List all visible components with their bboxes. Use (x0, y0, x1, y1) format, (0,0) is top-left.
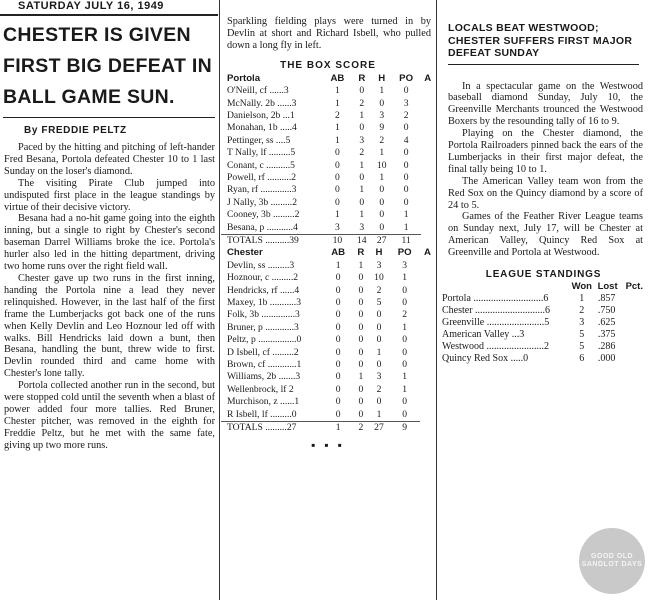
box-row (221, 122, 435, 134)
stat-cell: 0 (358, 297, 364, 309)
stat-cell: 0 (335, 196, 340, 208)
player-cell: Monahan, 1b .....4 (227, 122, 297, 134)
box-header-cell: H (378, 72, 386, 84)
column-right (438, 0, 649, 600)
team-cell: Quincy Red Sox .....0 (442, 353, 529, 365)
player-cell: Danielson, 2b ...1 (227, 109, 295, 121)
stat-cell: 3 (359, 221, 365, 233)
stat-cell: 2 (402, 309, 408, 321)
stat-cell: 0 (403, 85, 409, 97)
stat-cell: 0 (376, 309, 382, 321)
stat-cell: 0 (379, 97, 385, 109)
stat-cell: 0 (376, 396, 382, 408)
stat-cell: 1 (359, 109, 365, 121)
team-cell: Chester ............................6 (442, 305, 551, 317)
stat-cell: 1 (402, 383, 408, 395)
box-row (221, 272, 435, 284)
box-row (221, 334, 435, 346)
box-header-cell: PO (399, 72, 414, 84)
stat-cell: 2 (359, 97, 365, 109)
stat-cell: 0 (403, 122, 409, 134)
paragraph: Playing on the Chester diamond, the Portola Railroaders pinned back the ears of the Lumberjacks in their first major defeat, the final tally being 10 to 1. (448, 128, 643, 175)
box-row (221, 297, 435, 309)
stat-cell: 0 (379, 209, 385, 221)
player-cell: Powell, rf ..........2 (227, 171, 297, 183)
box-row (221, 359, 435, 371)
paragraph: In a spectacular game on the Westwood baseball diamond Sunday, July 10, the Greenville Merchants trounced the Westwood Boxers by the resounding tally of 16 to 9. (448, 80, 643, 128)
player-cell: Devlin, ss .........3 (227, 259, 295, 271)
stat-cell: 0 (402, 284, 408, 296)
player-cell: Bruner, p ............3 (227, 321, 299, 333)
stat-cell: 2 (403, 109, 409, 121)
stat-cell: 0 (335, 272, 341, 284)
stat-cell: 0 (358, 334, 364, 346)
standings-header-cell (438, 281, 570, 293)
box-header-cell: R (358, 72, 366, 84)
paragraph: Portola collected another run in the second, but were stopped cold until the seventh when a blast of power added four more tallies. Red Bruner, Chester pitcher, was removed in the eighth for Freddie Peltz, but he met with the same fate, giving up two more runs. (4, 380, 215, 451)
box-row (221, 160, 435, 172)
stat-cell: 1 (379, 171, 385, 183)
box-row (221, 371, 435, 383)
standings-header-cell: Lost (597, 281, 618, 293)
stat-cell: 1 (335, 134, 340, 146)
paragraph: The American Valley team won from the Red Sox on the Quincy diamond by a score of 24 to 5. (448, 175, 643, 211)
stat-cell: 1 (335, 259, 341, 271)
watermark-seal (579, 528, 645, 594)
stat-cell: 0 (379, 196, 385, 208)
column-middle (221, 0, 435, 600)
headline-locals-beat-westwood: LOCALS BEAT WESTWOOD; CHESTER SUFFERS FIRST MAJOR DEFEAT SUNDAY (448, 22, 639, 65)
standings-title: LEAGUE STANDINGS (485, 269, 602, 281)
box-totals-row (221, 422, 435, 435)
player-cell: Maxey, 1b ...........3 (227, 297, 301, 309)
stat-cell: 1 (335, 122, 340, 134)
player-cell: T Nally, lf .........5 (227, 147, 296, 159)
box-header-row (221, 247, 435, 259)
team-cell: Westwood .......................2 (442, 341, 549, 353)
box-header-cell: AB (331, 247, 346, 259)
player-cell: Murchison, z ......1 (227, 396, 300, 408)
stat-cell: 2 (376, 383, 382, 395)
player-cell: Folk, 3b ..............3 (227, 309, 300, 321)
stat-cell: 0 (358, 408, 364, 420)
player-cell: R Isbell, lf .........0 (227, 408, 297, 420)
stat-cell: 3 (376, 259, 382, 271)
stat-cell: 0 (403, 196, 409, 208)
standings-row (438, 293, 649, 305)
stat-cell: 10 (374, 272, 384, 284)
stat-cell: 0 (379, 184, 385, 196)
stat-cell: 9 (379, 122, 385, 134)
stat-cell: 1 (402, 321, 408, 333)
standings-table (438, 281, 649, 365)
stat-cell: 1 (376, 346, 382, 358)
standings-cell: 2 (579, 305, 585, 317)
player-cell: Besana, p ...........4 (227, 221, 298, 233)
box-score-title: THE BOX SCORE (280, 59, 376, 71)
stat-cell: 0 (402, 297, 408, 309)
standings-row (438, 305, 649, 317)
totals-cell: 11 (392, 235, 421, 248)
box-row (221, 222, 435, 235)
player-cell: Conant, c ..........5 (227, 159, 295, 171)
stat-cell: 0 (358, 321, 364, 333)
stat-cell: 3 (359, 134, 365, 146)
stat-cell: 0 (335, 297, 341, 309)
box-header-cell: AB (330, 72, 345, 84)
box-row (221, 147, 435, 159)
stat-cell: 0 (358, 284, 364, 296)
stat-cell: 2 (359, 147, 365, 159)
stat-cell: 1 (402, 272, 408, 284)
box-header-cell: H (375, 247, 383, 259)
stat-cell: 1 (402, 371, 408, 383)
stat-cell: 0 (403, 184, 409, 196)
stat-cell: 0 (358, 383, 364, 395)
stat-cell: 0 (402, 346, 408, 358)
watermark-text: GOOD OLD SANDLOT DAYS (581, 553, 643, 568)
stat-cell: 3 (402, 259, 408, 271)
stat-cell: 0 (335, 171, 340, 183)
box-row (221, 285, 435, 297)
stat-cell: 3 (335, 221, 340, 233)
player-cell: Ryan, rf .............3 (227, 184, 297, 196)
stat-cell: 0 (335, 383, 341, 395)
box-totals-row (221, 235, 435, 248)
standings-cell: .000 (597, 353, 616, 365)
totals-cell: 27 (368, 422, 389, 435)
stat-cell: 2 (335, 109, 340, 121)
standings-cell: .286 (597, 341, 616, 353)
totals-cell: 10 (323, 235, 352, 248)
box-row (221, 209, 435, 221)
standings-header-cell: Pct. (625, 281, 643, 293)
player-cell: Pettinger, ss ....5 (227, 134, 291, 146)
standings-row (438, 329, 649, 341)
paragraph: Chester gave up two runs in the first inning, handing the Portola nine a lead they never relinquished. However, in the last half of the first frame the Lumberjacks got back one of the runs when Kelly Devlin and Leo Hoznour led off with walks. Bill Hendricks laid down a bunt, then Besana, handling the bunt, threw wide to first. Devlin rounded third and came home with Chester's lone tally. (4, 272, 215, 380)
stat-cell: 3 (403, 97, 409, 109)
team-cell: American Valley ...3 (442, 329, 525, 341)
team-cell: Greenville .......................5 (442, 317, 550, 329)
standings-row (438, 341, 649, 353)
box-row (221, 347, 435, 359)
box-score-portola (221, 73, 435, 248)
stat-cell: 0 (359, 171, 365, 183)
player-cell: D Isbell, cf .........2 (227, 346, 299, 358)
box-row (221, 409, 435, 422)
standings-cell: 3 (579, 317, 585, 329)
player-cell: Brown, cf ............1 (227, 359, 302, 371)
stat-cell: 0 (335, 334, 341, 346)
stat-cell: 0 (335, 321, 341, 333)
standings-cell: 1 (579, 293, 585, 305)
stat-cell: 1 (376, 408, 382, 420)
stat-cell: 1 (335, 97, 340, 109)
box-row (221, 260, 435, 272)
column-rule (436, 0, 437, 600)
stat-cell: 1 (358, 371, 364, 383)
stat-cell: 0 (403, 147, 409, 159)
player-cell: J Nally, 3b .........2 (227, 196, 297, 208)
stat-cell: 0 (376, 359, 382, 371)
section-separator: ▪ ▪ ▪ (311, 437, 345, 452)
stat-cell: 3 (376, 371, 382, 383)
box-row (221, 110, 435, 122)
stat-cell: 1 (335, 85, 340, 97)
box-row (221, 85, 435, 97)
paragraph: Games of the Feather River League teams on Sunday next, July 17, will be Chester at American Valley, Quincy Red Sox at Greenville and Portola at Westwood. (448, 211, 643, 259)
totals-label: TOTALS ..........39 (221, 235, 323, 248)
stat-cell: 0 (379, 221, 385, 233)
stat-cell: 0 (403, 171, 409, 183)
stat-cell: 2 (376, 284, 382, 296)
stat-cell: 2 (379, 134, 385, 146)
box-header-cell: Portola (227, 72, 261, 84)
box-row (221, 384, 435, 396)
stat-cell: 0 (335, 159, 340, 171)
headline-chester-defeat: CHESTER IS GIVEN FIRST BIG DEFEAT IN BALL GAME SUN. (3, 20, 215, 118)
paragraph: Besana had a no-hit game going into the eighth inning, but a single to right by Chester's second baseman Darrel Williams broke the ice. Portola's hurler also led in the hitting department, driving two home runs over the right field wall. (4, 213, 215, 273)
box-header-cell: PO (397, 247, 412, 259)
totals-cell: 2 (353, 422, 368, 435)
box-header-cell: R (357, 247, 365, 259)
box-row (221, 172, 435, 184)
player-cell: McNally. 2b ......3 (227, 97, 297, 109)
player-cell: Hoznour, c .........2 (227, 272, 299, 284)
stat-cell: 1 (379, 85, 385, 97)
box-row (221, 184, 435, 196)
stat-cell: 0 (376, 321, 382, 333)
box-header-cell: Chester (227, 247, 263, 259)
box-header-cell: A (424, 72, 432, 84)
stat-cell: 0 (358, 396, 364, 408)
box-row (221, 396, 435, 408)
stat-cell: 0 (335, 309, 341, 321)
stat-cell: 0 (358, 359, 364, 371)
box-header-cell: A (423, 247, 431, 259)
stat-cell: 0 (358, 309, 364, 321)
stat-cell: 1 (403, 221, 409, 233)
stat-cell: 0 (402, 334, 408, 346)
stat-cell: 0 (358, 272, 364, 284)
stat-cell: 0 (402, 408, 408, 420)
paragraph: The visiting Pirate Club jumped into undisputed first place in the league standings by virtue of their decisive victory. (4, 177, 215, 213)
stat-cell: 4 (403, 134, 409, 146)
stat-cell: 1 (403, 209, 409, 221)
box-row (221, 98, 435, 110)
player-cell: Cooney, 3b .........2 (227, 209, 300, 221)
stat-cell: 0 (359, 122, 365, 134)
stat-cell: 1 (358, 259, 364, 271)
standings-header-row (438, 281, 649, 293)
box-score-chester (221, 247, 435, 434)
standings-cell: .750 (597, 305, 616, 317)
box-row (221, 322, 435, 334)
player-cell: Wellenbrock, lf 2 (227, 383, 294, 395)
totals-cell: 14 (352, 235, 372, 248)
totals-label: TOTALS .........27 (221, 422, 323, 435)
standings-cell: 6 (579, 353, 585, 365)
stat-cell: 3 (379, 109, 385, 121)
player-cell: O'Neill, cf ......3 (227, 85, 289, 97)
stat-cell: 0 (335, 184, 340, 196)
box-header-row (221, 73, 435, 85)
paragraph: Paced by the hitting and pitching of left-hander Fred Besana, Portola defeated Chester 10 to 1 last Sunday on the loser's diamond. (4, 142, 215, 177)
stat-cell: 10 (376, 159, 387, 171)
standings-row (438, 317, 649, 329)
stat-cell: 1 (359, 159, 365, 171)
byline: By FREDDIE PELTZ (24, 125, 127, 136)
stat-cell: 1 (359, 184, 365, 196)
stat-cell: 0 (335, 147, 340, 159)
stat-cell: 0 (335, 371, 341, 383)
stat-cell: 1 (335, 209, 340, 221)
stat-cell: 0 (335, 359, 341, 371)
stat-cell: 5 (376, 297, 382, 309)
stat-cell: 0 (335, 396, 341, 408)
column-left (0, 0, 218, 600)
stat-cell: 0 (402, 396, 408, 408)
stat-cell: 1 (359, 209, 365, 221)
standings-row (438, 353, 649, 365)
stat-cell: 0 (402, 359, 408, 371)
stat-cell: 0 (403, 159, 409, 171)
column-rule (219, 0, 220, 600)
standings-cell: .375 (597, 329, 616, 341)
stat-cell: 1 (379, 147, 385, 159)
dateline: SATURDAY JULY 16, 1949 (0, 0, 218, 16)
stat-cell: 0 (335, 408, 341, 420)
stat-cell: 0 (359, 85, 365, 97)
standings-header-cell: Won (571, 281, 592, 293)
box-row (221, 197, 435, 209)
stat-cell: 0 (335, 346, 341, 358)
team-cell: Portola ............................6 (442, 293, 549, 305)
paragraph-lead: Sparkling fielding plays were turned in by Devlin at short and Richard Isbell, who pulled down a long fly in left. (227, 16, 431, 51)
standings-cell: 5 (579, 329, 585, 341)
player-cell: Peltz, p ................0 (227, 334, 302, 346)
totals-cell: 27 (372, 235, 392, 248)
standings-cell: .857 (597, 293, 616, 305)
player-cell: Williams, 2b .......3 (227, 371, 301, 383)
stat-cell: 0 (358, 346, 364, 358)
player-cell: Hendricks, rf ......4 (227, 284, 300, 296)
stat-cell: 0 (335, 284, 341, 296)
standings-cell: 5 (579, 341, 585, 353)
stat-cell: 0 (359, 196, 365, 208)
totals-cell: 1 (323, 422, 353, 435)
totals-cell: 9 (389, 422, 419, 435)
box-row (221, 135, 435, 147)
stat-cell: 0 (376, 334, 382, 346)
standings-cell: .625 (597, 317, 616, 329)
box-row (221, 309, 435, 321)
